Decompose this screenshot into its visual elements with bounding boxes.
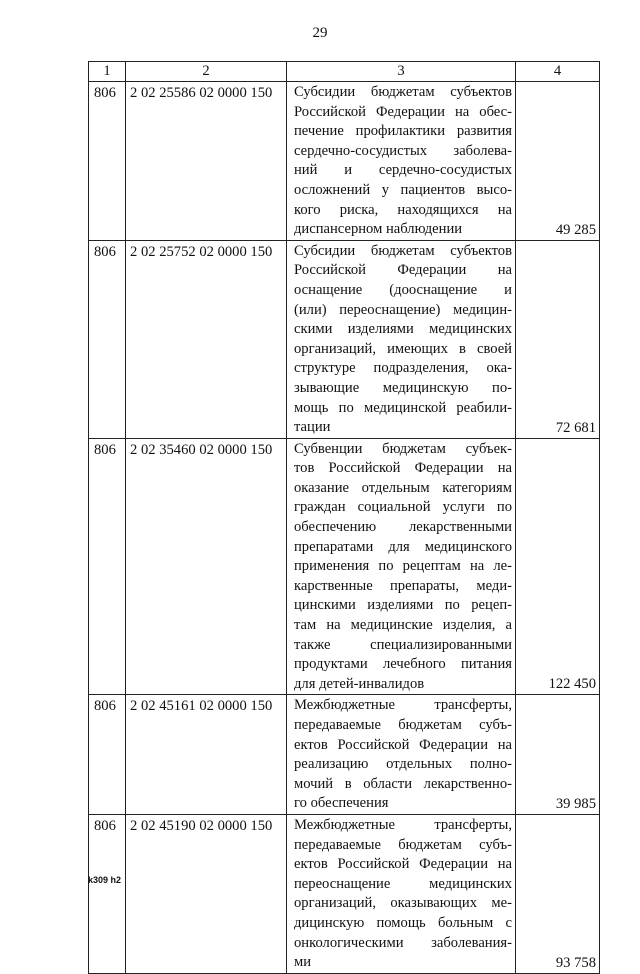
header-col-1: 1 bbox=[89, 62, 126, 82]
description-line: сердечно-сосудистых заболева- bbox=[294, 142, 512, 159]
row-amount-cell: 72 681 bbox=[516, 240, 600, 438]
description-line: (или) переоснащение) медицин- bbox=[294, 301, 512, 318]
row-code-cell: 806 bbox=[89, 82, 126, 241]
row-amount-cell: 49 285 bbox=[516, 82, 600, 241]
description-line: скими изделиями медицинских bbox=[294, 321, 512, 338]
description-line: мощь по медицинской реабили- bbox=[294, 399, 512, 416]
row-code-cell: 806 bbox=[89, 438, 126, 695]
row-code-cell: 806 bbox=[89, 240, 126, 438]
row-description-cell bbox=[287, 814, 516, 973]
table-row bbox=[89, 82, 600, 241]
header-col-4: 4 bbox=[516, 62, 600, 82]
description-line: Субсидии бюджетам субъектов bbox=[294, 84, 512, 100]
table-row bbox=[89, 438, 600, 695]
row-kbk-cell: 2 02 25586 02 0000 150 bbox=[126, 82, 287, 241]
description-line: продуктами лечебного питания bbox=[294, 656, 512, 673]
row-kbk-cell: 2 02 45190 02 0000 150 bbox=[126, 814, 287, 973]
row-kbk-cell: 2 02 35460 02 0000 150 bbox=[126, 438, 287, 695]
row-description-cell bbox=[287, 240, 516, 438]
description-line: также специализированными bbox=[294, 636, 512, 653]
footer-code: k309 h2 bbox=[88, 875, 122, 885]
description-line: цинскими изделиями по рецеп- bbox=[294, 597, 512, 614]
description-line: го обеспечения bbox=[294, 795, 389, 812]
row-kbk-cell: 2 02 25752 02 0000 150 bbox=[126, 240, 287, 438]
description-line: обеспечению лекарственными bbox=[294, 519, 512, 536]
table-row bbox=[89, 695, 600, 815]
description-line: печение профилактики развития bbox=[294, 123, 512, 140]
description-line: тации bbox=[294, 419, 331, 436]
description-line: организаций, имеющих в своей bbox=[294, 340, 512, 357]
description-line: передаваемые бюджетам субъ- bbox=[294, 717, 512, 733]
description-line: для детей-инвалидов bbox=[294, 675, 425, 692]
description-line: препаратами для медицинского bbox=[294, 538, 512, 555]
description-line: ектов Российской Федерации на bbox=[294, 736, 512, 753]
description-line: Межбюджетные трансферты, bbox=[294, 816, 512, 833]
row-description-cell bbox=[287, 695, 516, 815]
table-row bbox=[89, 240, 600, 438]
description-line: онкологическими заболевания- bbox=[294, 934, 512, 951]
row-description-cell bbox=[287, 82, 516, 241]
table-row bbox=[89, 814, 600, 973]
description-line: ний и сердечно-сосудистых bbox=[294, 162, 512, 179]
row-amount-cell: 93 758 bbox=[516, 814, 600, 973]
description-line: Межбюджетные трансферты, bbox=[294, 697, 512, 714]
page-number: 29 bbox=[312, 25, 328, 41]
row-kbk-cell: 2 02 45161 02 0000 150 bbox=[126, 695, 287, 815]
description-line: тов Российской Федерации на bbox=[294, 460, 512, 477]
description-line: карственные препараты, меди- bbox=[294, 577, 512, 594]
description-line: зывающие медицинскую по- bbox=[294, 379, 512, 396]
description-line: диспансерном наблюдении bbox=[294, 221, 463, 238]
row-code-cell: 806 bbox=[89, 814, 126, 973]
description-line: Субвенции бюджетам субъек- bbox=[294, 440, 512, 457]
description-line: оснащение (дооснащение и bbox=[294, 281, 512, 298]
description-line: переоснащение медицинских bbox=[294, 875, 512, 892]
description-line: дицинскую помощь больным с bbox=[294, 914, 512, 931]
description-line: Субсидии бюджетам субъектов bbox=[294, 242, 512, 259]
description-line: Российской Федерации на bbox=[294, 262, 512, 279]
header-col-3: 3 bbox=[287, 62, 516, 82]
description-line: мочий в области лекарственно- bbox=[294, 775, 512, 792]
description-line: Российской Федерации на обес- bbox=[294, 103, 512, 120]
row-amount-cell: 122 450 bbox=[516, 438, 600, 695]
description-line: граждан социальной услуги по bbox=[294, 499, 512, 516]
description-line: структуре подразделения, ока- bbox=[294, 360, 512, 377]
row-description-cell bbox=[287, 438, 516, 695]
description-line: кого риска, находящихся на bbox=[294, 201, 512, 218]
description-line: ектов Российской Федерации на bbox=[294, 856, 512, 873]
description-line: там на медицинские изделия, а bbox=[294, 617, 512, 634]
budget-table bbox=[88, 61, 600, 974]
description-line: осложнений у пациентов высо- bbox=[294, 181, 512, 198]
header-col-2: 2 bbox=[126, 62, 287, 82]
description-line: реализацию отдельных полно- bbox=[294, 756, 512, 773]
row-amount-cell: 39 985 bbox=[516, 695, 600, 815]
row-code-cell: 806 bbox=[89, 695, 126, 815]
description-line: применения по рецептам на ле- bbox=[294, 558, 512, 575]
table-header-row bbox=[89, 62, 600, 82]
description-line: организаций, оказывающих ме- bbox=[294, 895, 512, 912]
description-line: ми bbox=[294, 954, 312, 971]
description-line: передаваемые бюджетам субъ- bbox=[294, 836, 512, 853]
description-line: оказание отдельным категориям bbox=[294, 479, 512, 496]
